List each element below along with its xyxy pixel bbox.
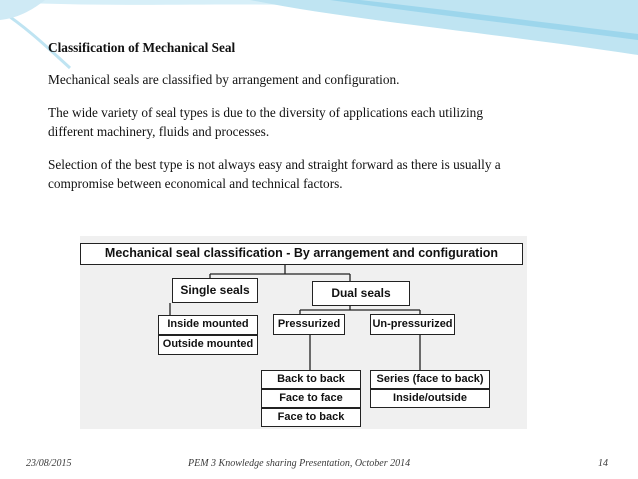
pressurized-box: Pressurized: [273, 314, 345, 335]
footer-presentation: PEM 3 Knowledge sharing Presentation, October 2014: [188, 458, 411, 469]
series-face-to-back-box: Series (face to back): [370, 370, 490, 389]
inside-outside-box: Inside/outside: [370, 389, 490, 408]
slide-content: [48, 40, 608, 207]
face-to-back-box: Face to back: [261, 408, 361, 427]
outside-mounted-box: Outside mounted: [158, 335, 258, 355]
paragraph-classification: Mechanical seals are classified by arrangement and configuration.: [48, 72, 400, 87]
inside-mounted-box: Inside mounted: [158, 315, 258, 335]
footer-page-number: 14: [598, 458, 608, 469]
single-seals-box: Single seals: [172, 278, 258, 303]
back-to-back-box: Back to back: [261, 370, 361, 389]
footer-date: 23/08/2015: [26, 458, 72, 469]
face-to-face-box: Face to face: [261, 389, 361, 408]
diagram-header-box: Mechanical seal classification - By arrangement and configuration: [80, 243, 523, 265]
seal-classification-diagram: [80, 236, 527, 429]
paragraph-variety: The wide variety of seal types is due to the diversity of applications each utilizing different machinery, fluids and processes.: [48, 105, 483, 139]
paragraph-selection: Selection of the best type is not always easy and straight forward as there is usually a compromise between economical and technical factors.: [48, 157, 501, 191]
unpressurized-box: Un-pressurized: [370, 314, 455, 335]
slide-title: Classification of Mechanical Seal: [48, 40, 236, 55]
dual-seals-box: Dual seals: [312, 281, 410, 306]
